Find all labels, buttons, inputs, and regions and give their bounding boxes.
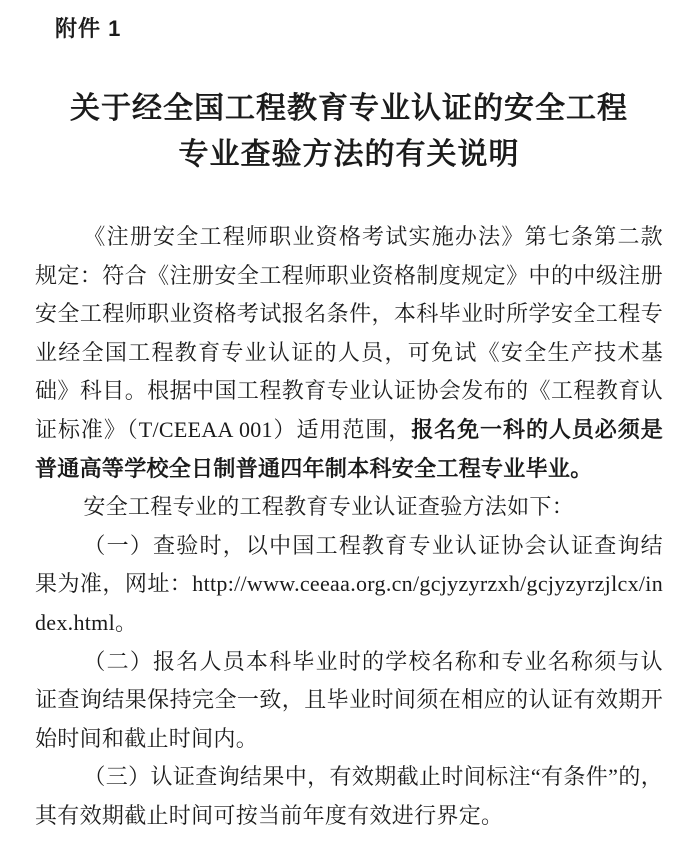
paragraph	[35, 758, 663, 835]
paragraph	[35, 643, 663, 759]
document-title-line2: 专业查验方法的有关说明	[178, 138, 520, 171]
document-title-line1: 关于经全国工程教育专业认证的安全工程	[70, 92, 628, 125]
text-run: 安全工程专业的工程教育专业认证查验方法如下：	[83, 494, 574, 520]
text-run: 《注册安全工程师职业资格考试实施办法》第七条第二款规定：符合《注册安全工程师职业资格制度规定》中的中级注册安全工程师职业资格考试报名条件，本科毕业时所学安全工程专业经全国工程教育专业认证的人员，可免试《安全生产技术基础》科目。根据中国工程教育专业认证协会发布的《工程教育认证标准》（T/CEEAA 001）适用范围，	[35, 224, 663, 442]
text-run: （一）查验时，以中国工程教育专业认证协会认证查询结果为准，网址：http://www.ceeaa.org.cn/gcjyzyrzxh/gcjyzyrzjlcx/index.html。	[35, 532, 663, 635]
bold-text-run: 报名免一科的人员必须是普通高等学校全日制普通四年制本科安全工程专业毕业。	[35, 416, 663, 481]
text-run: （三）认证查询结果中，有效期截止时间标注“有条件”的，其有效期截止时间可按当前年度有效进行界定。	[35, 764, 663, 828]
document-title	[35, 86, 663, 178]
paragraph	[35, 488, 663, 527]
document-body	[35, 218, 663, 836]
attachment-label: 附件 1	[55, 16, 122, 41]
paragraph	[35, 527, 663, 643]
paragraph	[35, 218, 663, 488]
text-run: （二）报名人员本科毕业时的学校名称和专业名称须与认证查询结果保持完全一致，且毕业时间须在相应的认证有效期开始时间和截止时间内。	[35, 648, 663, 751]
